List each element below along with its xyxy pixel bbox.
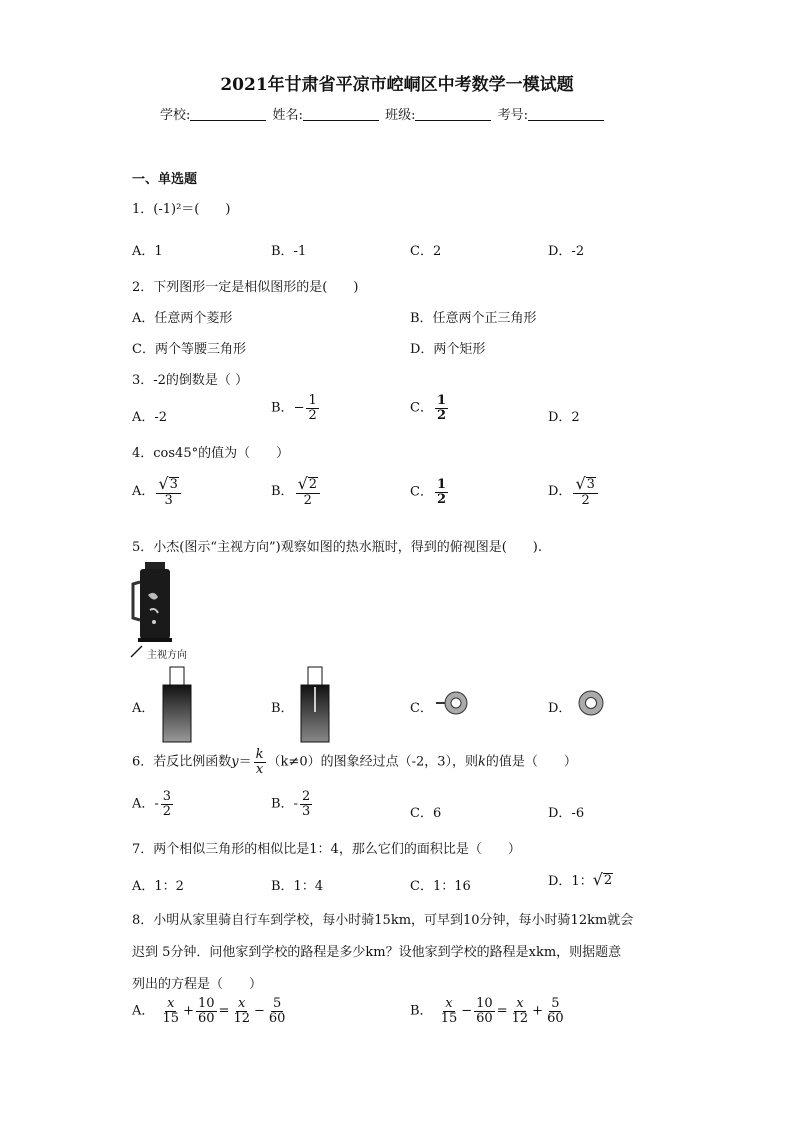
class-blank: [415, 120, 491, 121]
minus-sign: −: [293, 400, 305, 416]
q1-option-a: A．1: [132, 244, 163, 259]
k-over-x-fraction: $\frac{k}{x}$: [255, 747, 264, 777]
q1-option-c: C．2: [410, 244, 442, 259]
q3-option-a: A．-2: [132, 410, 168, 425]
q8-option-a: A． $\frac{x}{15}$ + $\frac{10}{60}$ = $\frac{x}{12}$ − $\frac{5}{60}$: [132, 996, 286, 1026]
fraction: $\frac{1}{2}$: [436, 477, 446, 507]
exam-no-label: 考号:: [497, 108, 528, 123]
q7-option-c: C．1：16: [410, 879, 471, 894]
q5-option-b-figure: [298, 666, 334, 744]
page-title: 2021年甘肃省平凉市崆峒区中考数学一模试题: [220, 75, 574, 95]
q8-option-b: B． $\frac{x}{15}$ − $\frac{10}{60}$ = $\frac{x}{12}$ + $\frac{5}{60}$: [410, 996, 564, 1026]
fraction: √ 2 2: [296, 476, 320, 507]
student-info-line: [160, 104, 606, 123]
fraction: $\frac{5}{60}$: [547, 996, 564, 1026]
q4-option-d: D． √ 3 2: [548, 476, 600, 507]
q5-option-b-label: B．: [271, 701, 294, 716]
q5-option-d-figure: [576, 688, 606, 718]
q5-option-d-label: D．: [548, 701, 572, 716]
fraction: √ 3 3: [156, 476, 180, 507]
fraction: $\frac{1}{2}$: [308, 393, 317, 423]
q2-stem: 2．下列图形一定是相似图形的是( ): [132, 280, 359, 295]
q3-option-b: B．− $\frac{1}{2}$: [271, 393, 317, 423]
q4-option-c: C． $\frac{1}{2}$: [410, 477, 446, 507]
q2-option-c: C．两个等腰三角形: [132, 342, 246, 357]
q2-option-a: A．任意两个菱形: [132, 311, 233, 326]
q1-option-d: D．-2: [548, 244, 585, 259]
q7-option-b: B．1：4: [271, 879, 324, 894]
q5-option-a-label: A．: [132, 701, 155, 716]
fraction: $\frac{x}{12}$: [233, 996, 250, 1026]
q4-option-b: B． √ 2 2: [271, 476, 322, 507]
q4-option-a: A． √ 3 3: [132, 476, 183, 507]
q3-stem: 3．-2的倒数是（ ）: [132, 373, 249, 388]
q5-option-c-figure: [434, 688, 470, 718]
figure-caption: 主视方向: [147, 650, 187, 661]
sqrt: √ 2: [592, 870, 613, 889]
fraction: $\frac{5}{60}$: [268, 996, 286, 1026]
q2-option-d: D．两个矩形: [410, 342, 486, 357]
q6-option-b: B．- $\frac{2}{3}$: [271, 789, 311, 819]
fraction: $\frac{1}{2}$: [436, 393, 446, 423]
fraction: $\frac{x}{15}$: [440, 996, 458, 1026]
q4-stem: 4．cos45°的值为（ ）: [132, 446, 290, 461]
q6-stem: 6．若反比例函数y＝ $\frac{k}{x}$ （k≠0）的图象经过点（-2，3），则k的值是（ ）: [132, 747, 577, 777]
school-label: 学校:: [160, 108, 191, 123]
fraction: $\frac{10}{60}$: [476, 996, 493, 1026]
q7-stem: 7．两个相似三角形的相似比是1：4，那么它们的面积比是（ ）: [132, 842, 521, 857]
q1-stem: 1．(-1)²＝( ): [132, 202, 231, 217]
q5-option-c-label: C．: [410, 701, 433, 716]
name-blank: [303, 120, 379, 121]
q6-option-c: C．6: [410, 806, 442, 821]
q5-option-a-figure: [160, 666, 196, 744]
school-blank: [190, 120, 266, 121]
name-label: 姓名:: [272, 108, 303, 123]
fraction: $\frac{3}{2}$: [162, 789, 172, 819]
q6-option-a: A．- $\frac{3}{2}$: [132, 789, 172, 819]
q8-line-2: 迟到 5分钟．问他家到学校的路程是多少km？设他家到学校的路程是xkm，则据题意: [132, 945, 622, 960]
q7-option-d: D．1： √ 2: [548, 870, 613, 889]
fraction: $\frac{2}{3}$: [301, 789, 311, 819]
q6-option-d: D．-6: [548, 806, 585, 821]
fraction: √ 3 2: [573, 476, 597, 507]
fraction: $\frac{x}{12}$: [511, 996, 529, 1026]
fraction: $\frac{10}{60}$: [197, 996, 215, 1026]
q5-stem: 5．小杰(图示“主视方向”)观察如图的热水瓶时，得到的俯视图是( ).: [132, 540, 542, 555]
q3-option-c: C． $\frac{1}{2}$: [410, 393, 446, 423]
q3-option-d: D．2: [548, 410, 580, 425]
q1-option-b: B．-1: [271, 244, 307, 259]
exam-no-blank: [528, 120, 604, 121]
q2-option-b: B．任意两个正三角形: [410, 311, 537, 326]
fraction: $\frac{x}{15}$: [162, 996, 180, 1026]
q7-option-a: A．1：2: [132, 879, 184, 894]
class-label: 班级:: [385, 108, 416, 123]
thermos-figure: [128, 560, 200, 660]
q8-line-1: 8．小明从家里骑自行车到学校，每小时骑15km，可早到10分钟，每小时骑12km就会: [132, 913, 634, 928]
section-heading: 一、单选题: [132, 172, 198, 187]
q8-line-3: 列出的方程是（ ）: [132, 977, 263, 992]
